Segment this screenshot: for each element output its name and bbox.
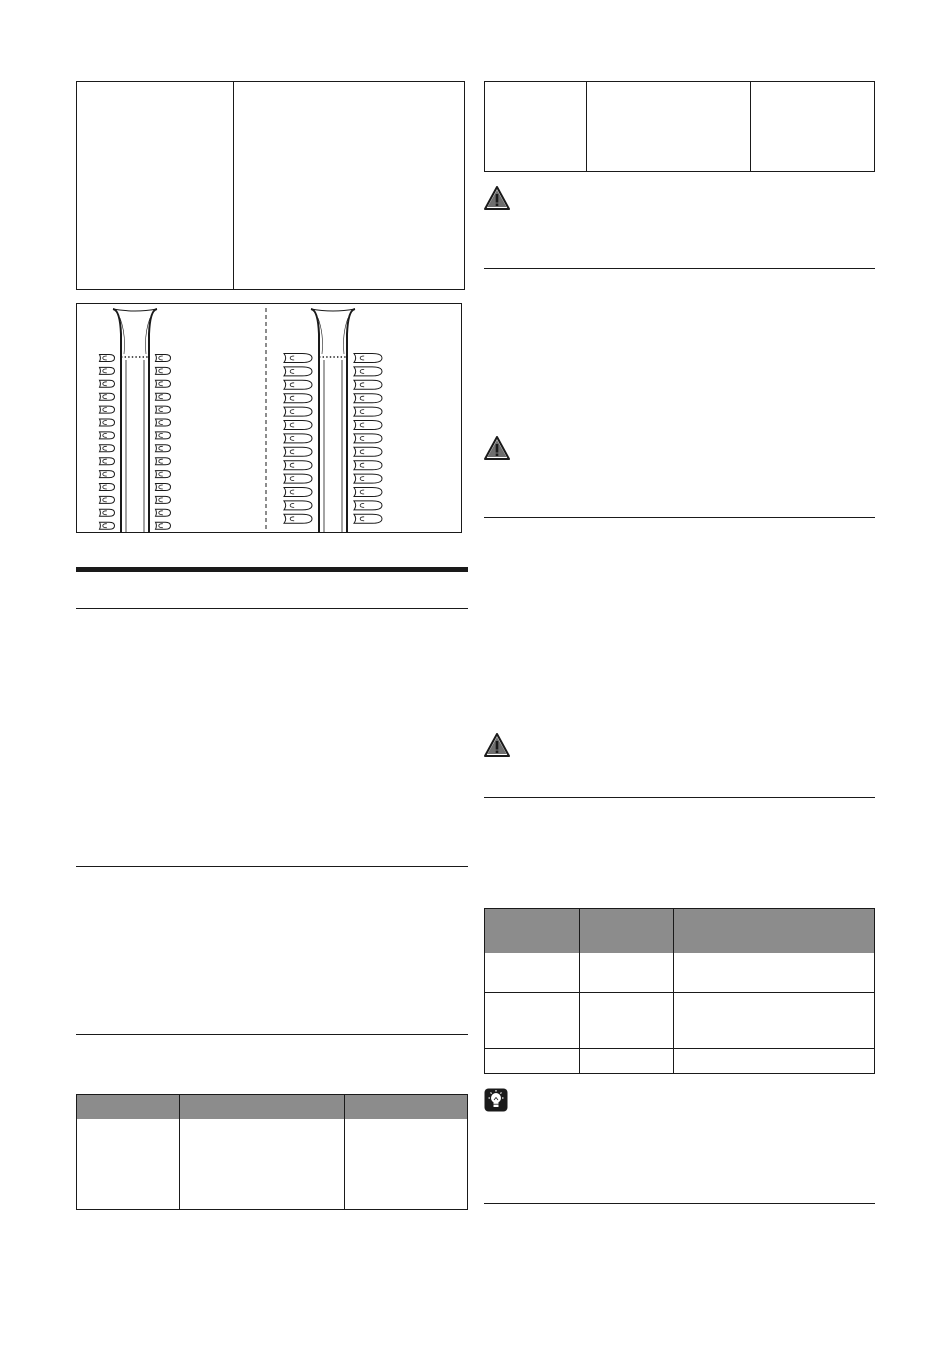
seed — [284, 447, 312, 456]
left-section-1-rule — [76, 608, 468, 609]
seed — [100, 355, 115, 362]
tape-edge-left-top — [113, 309, 121, 356]
lightbulb-icon — [484, 1088, 508, 1112]
seed — [284, 421, 312, 430]
seed — [100, 367, 115, 374]
seed — [284, 514, 312, 523]
seed — [284, 434, 312, 443]
seed — [156, 355, 171, 362]
seed — [100, 496, 115, 503]
seed — [100, 484, 115, 491]
seed — [100, 471, 115, 478]
seed-tape-figure — [76, 303, 462, 533]
right-data-table — [484, 908, 875, 1074]
warning-triangle-icon — [484, 436, 510, 460]
seed — [100, 509, 115, 516]
tape-top-curve — [113, 309, 157, 311]
seed — [100, 406, 115, 413]
right-data-table-row-rule-1 — [485, 992, 874, 993]
seed — [156, 445, 171, 452]
seed — [354, 514, 382, 523]
seed — [100, 522, 115, 529]
seed — [100, 419, 115, 426]
tape-edge-left-top — [311, 309, 319, 356]
tape-top-curve — [311, 309, 355, 311]
right-top-table — [484, 81, 875, 172]
seed — [354, 447, 382, 456]
seed — [284, 407, 312, 416]
warning-triangle-icon — [484, 733, 510, 757]
section-heading-rule — [76, 567, 468, 572]
left-top-table — [76, 81, 465, 290]
seed — [156, 432, 171, 439]
seed — [100, 445, 115, 452]
left-bottom-table-divider-1 — [179, 1095, 180, 1209]
right-data-table-row-rule-2 — [485, 1048, 874, 1049]
left-section-2-rule — [76, 866, 468, 867]
left-bottom-table-divider-2 — [344, 1095, 345, 1209]
right-data-table-header — [485, 909, 874, 953]
seed — [156, 522, 171, 529]
seed-tape-illustration — [77, 304, 461, 532]
right-section-2-rule — [484, 517, 875, 518]
left-section-3-rule — [76, 1034, 468, 1035]
right-top-table-divider-1 — [586, 82, 587, 171]
seed — [354, 501, 382, 510]
seed — [156, 419, 171, 426]
right-top-table-divider-2 — [750, 82, 751, 171]
seed — [156, 367, 171, 374]
tape-fold-lines — [120, 318, 150, 354]
seed — [156, 393, 171, 400]
seed — [100, 393, 115, 400]
seed — [284, 367, 312, 376]
seed — [156, 484, 171, 491]
seed — [284, 501, 312, 510]
tape-edge-right-top — [347, 309, 355, 356]
seed — [284, 461, 312, 470]
seed — [354, 434, 382, 443]
left-bottom-table — [76, 1094, 468, 1210]
seed — [284, 380, 312, 389]
seed — [284, 488, 312, 497]
seed — [156, 496, 171, 503]
left-bottom-table-header — [77, 1095, 467, 1119]
seed — [284, 394, 312, 403]
seed — [284, 354, 312, 363]
right-section-3-rule — [484, 797, 875, 798]
seed — [156, 380, 171, 387]
seed — [100, 458, 115, 465]
tape-fold-lines — [318, 318, 348, 354]
tape-edge-right-top — [149, 309, 157, 356]
left-panel — [100, 309, 171, 532]
seed — [354, 407, 382, 416]
seed — [156, 406, 171, 413]
seed — [354, 488, 382, 497]
seed — [156, 471, 171, 478]
seed — [354, 354, 382, 363]
seed — [354, 461, 382, 470]
seed — [156, 509, 171, 516]
right-panel — [284, 309, 382, 532]
seed — [354, 421, 382, 430]
seed — [100, 432, 115, 439]
seed — [100, 380, 115, 387]
seed — [354, 394, 382, 403]
seed — [354, 380, 382, 389]
seed — [156, 458, 171, 465]
right-section-1-rule — [484, 268, 875, 269]
left-top-table-divider — [233, 82, 234, 289]
warning-triangle-icon — [484, 186, 510, 210]
seed — [354, 474, 382, 483]
right-section-4-rule — [484, 1203, 875, 1204]
seed — [284, 474, 312, 483]
seed — [354, 367, 382, 376]
